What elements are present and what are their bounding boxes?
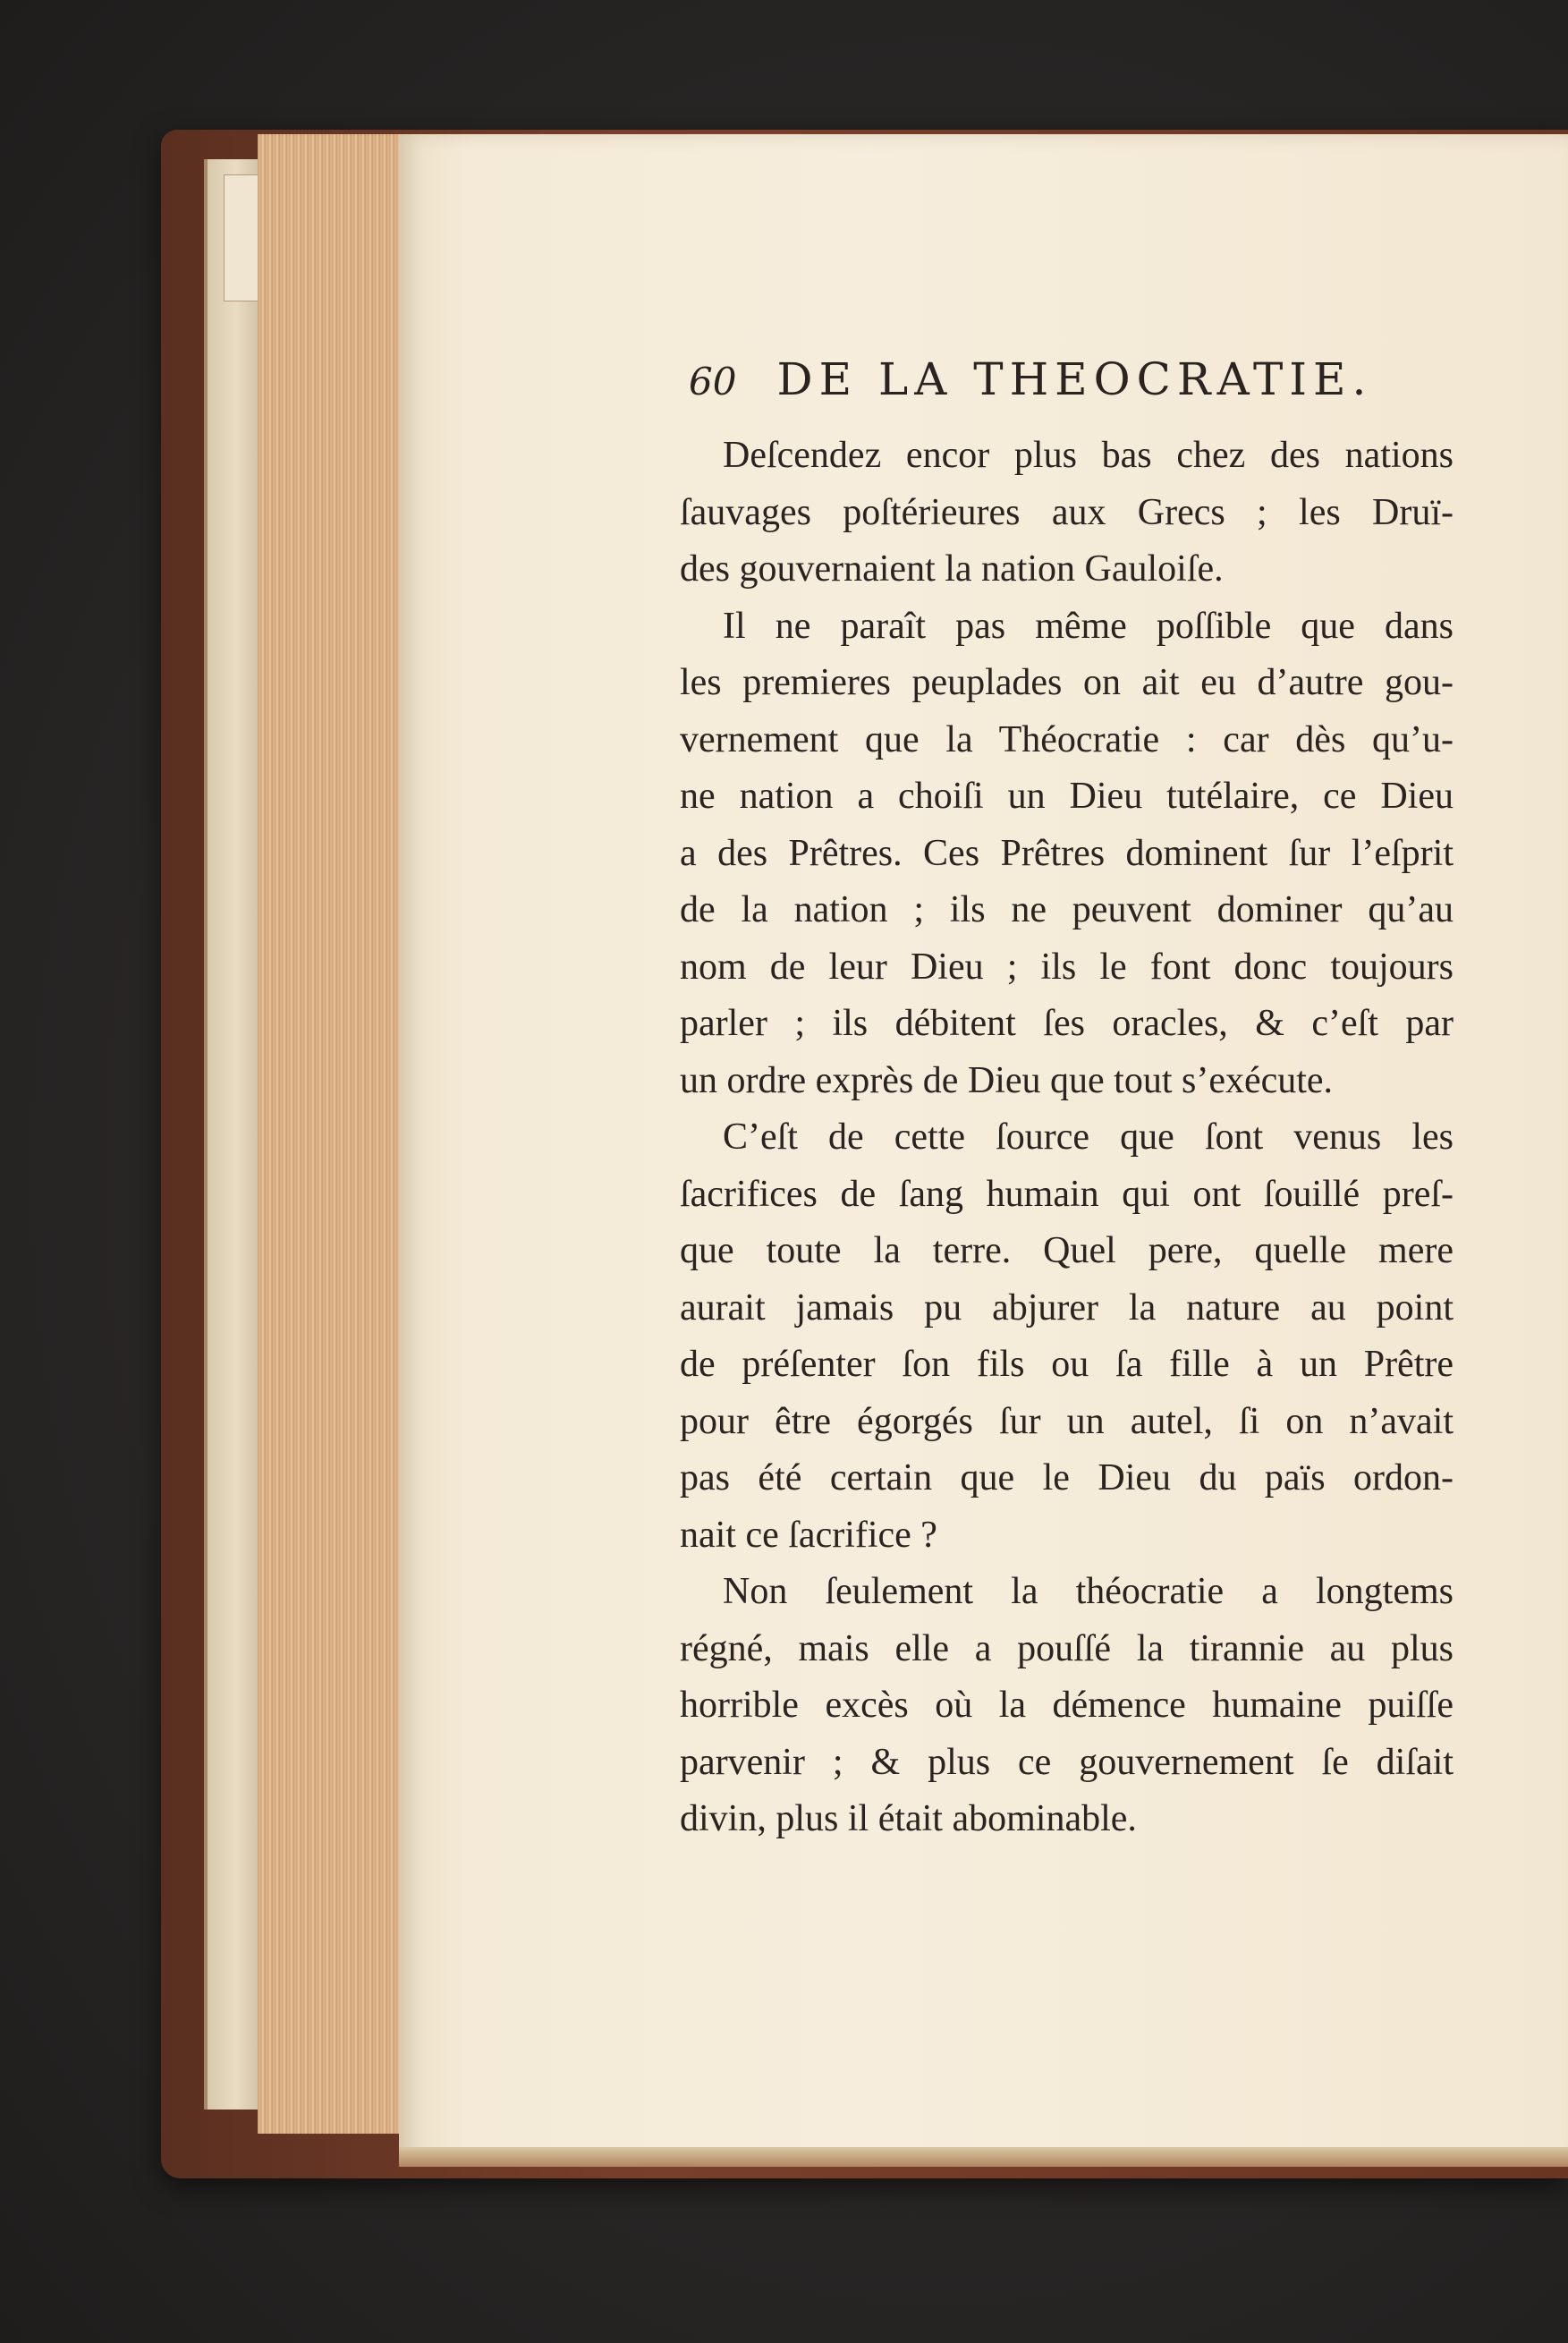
text-line: pas été certain que le Dieu du païs ordon- [680, 1457, 1454, 1498]
text-line: Deſcendez encor plus bas chez des nations [723, 435, 1454, 476]
text-line: a des Prêtres. Ces Prêtres dominent ſur l’eſprit [680, 832, 1454, 874]
text-line: les premieres peuplades on ait eu d’autre gou- [680, 662, 1454, 703]
text-line: parvenir ; & plus ce gouvernement ſe diſait [680, 1741, 1454, 1783]
paragraph-3 [680, 1109, 1454, 1564]
paper-tab [224, 174, 261, 301]
text-line: que toute la terre. Quel pere, quelle mere [680, 1230, 1454, 1271]
text-line: des gouvernaient la nation Gauloiſe. [680, 548, 1224, 590]
text-line: C’eſt de cette ſource que ſont venus les [723, 1116, 1454, 1158]
text-line: Il ne paraît pas même poſſible que dans [723, 605, 1454, 647]
text-line: un ordre exprès de Dieu que tout s’exécute. [680, 1059, 1334, 1101]
running-head [689, 353, 1372, 405]
text-line: nait ce ſacrifice ? [680, 1514, 937, 1556]
text-line: parler ; ils débitent ſes oracles, & c’eſt par [680, 1003, 1454, 1044]
page-edges [258, 134, 403, 2134]
text-line: ſauvages poſtérieures aux Grecs ; les Druï- [680, 491, 1454, 533]
text-line: pour être égorgés ſur un autel, ſi on n’avait [680, 1400, 1454, 1442]
page-number: 60 [689, 360, 737, 403]
text-line: horrible excès où la démence humaine puiſſe [680, 1685, 1454, 1726]
text-line: ne nation a choiſi un Dieu tutélaire, ce Dieu [680, 776, 1454, 817]
text-line: divin, plus il était abominable. [680, 1798, 1137, 1839]
text-line: régné, mais elle a pouſſé la tirannie au plus [680, 1627, 1454, 1669]
text-line: nom de leur Dieu ; ils le font donc toujours [680, 946, 1454, 988]
text-line: vernement que la Théocratie : car dès qu’u- [680, 718, 1454, 760]
text-line: aurait jamais pu abjurer la nature au point [680, 1286, 1454, 1329]
body-text [680, 428, 1454, 1848]
text-line: de la nation ; ils ne peuvent dominer qu’au [680, 889, 1454, 930]
text-line: de préſenter ſon fils ou ſa fille à un Prêtre [680, 1344, 1454, 1385]
page-header-title: DE LA THEOCRATIE. [776, 353, 1373, 405]
paragraph-2 [680, 598, 1454, 1110]
paragraph-4 [680, 1564, 1454, 1848]
paragraph-1 [680, 428, 1454, 598]
text-line: Non ſeulement la théocratie a longtems [723, 1571, 1454, 1612]
text-line: ſacrifices de ſang humain qui ont ſouillé preſ- [680, 1173, 1454, 1215]
page-bottom-edge [399, 2147, 1568, 2167]
